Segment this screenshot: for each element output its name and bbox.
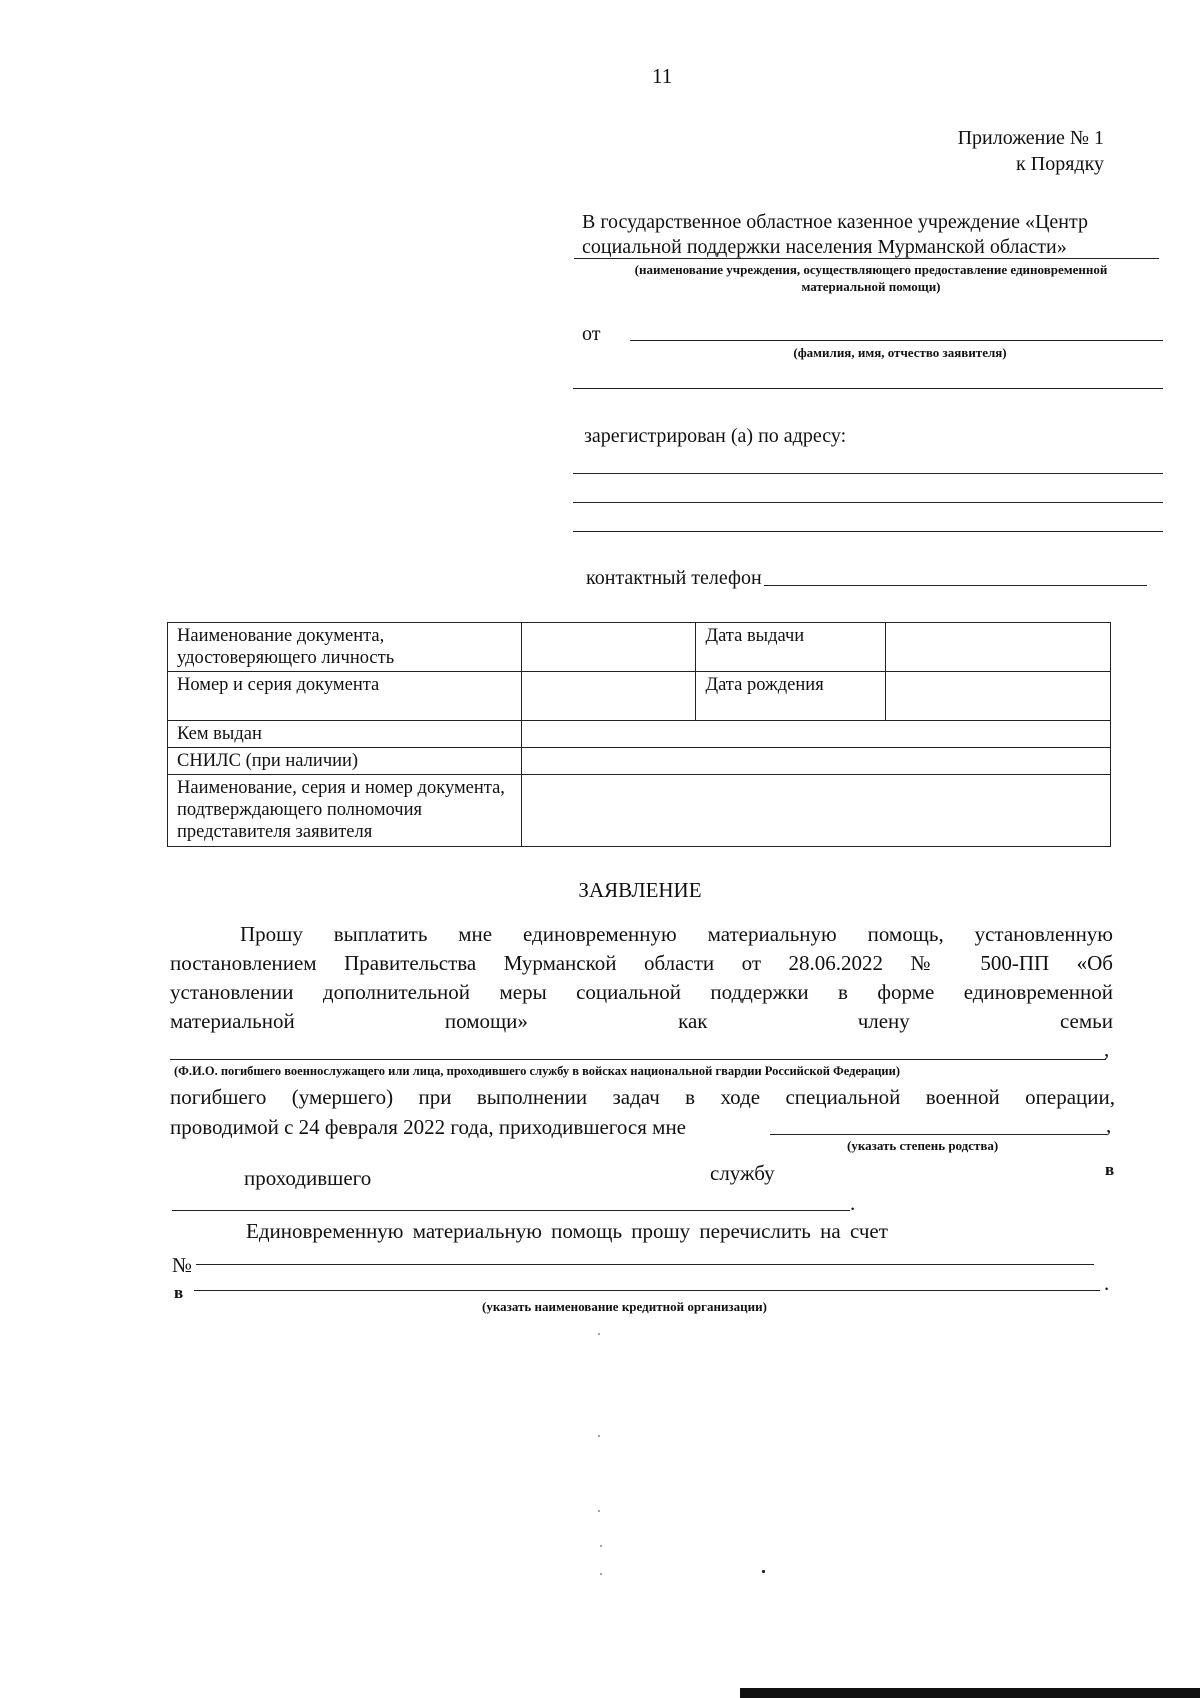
p1-word-family: семьи (1059, 1009, 1113, 1033)
birth-date-field[interactable] (886, 672, 1111, 721)
deceased-name-comma: , (1104, 1037, 1110, 1061)
snils-field[interactable] (521, 748, 1110, 775)
bank-field[interactable] (194, 1290, 1100, 1291)
rep-doc-label: Наименование, серия и номер документа, подтверждающего полномочия представителя заявителя (168, 775, 522, 847)
address-field-2[interactable] (573, 502, 1163, 503)
phone-field[interactable] (764, 585, 1147, 586)
p1-word-help: помощи» (444, 1009, 528, 1033)
relation-caption: (указать степень родства) (847, 1138, 999, 1153)
p3-word-service: службу (710, 1161, 775, 1185)
address-field-1[interactable] (573, 473, 1163, 474)
service-period: . (850, 1191, 856, 1215)
p1-word-material: материальной (170, 1009, 295, 1033)
from-label: от (582, 323, 601, 345)
phone-label: контактный телефон (586, 567, 762, 589)
recipient-line1: В государственное областное казенное учреждение «Центр (582, 211, 1088, 233)
birth-date-label: Дата рождения (696, 672, 886, 721)
p1-line4 (170, 1009, 1113, 1033)
doc-name-field[interactable] (521, 623, 696, 672)
snils-label: СНИЛС (при наличии) (168, 748, 522, 775)
deceased-name-field[interactable] (170, 1059, 1106, 1060)
page-number: 11 (652, 64, 673, 88)
rep-doc-field[interactable] (521, 775, 1110, 847)
p2-line2: проводимой с 24 февраля 2022 года, приходившегося мне (170, 1115, 686, 1139)
doc-number-label: Номер и серия документа (168, 672, 522, 721)
relation-field[interactable] (770, 1134, 1107, 1135)
p1-word-as: как (678, 1009, 708, 1033)
recipient-caption-2: материальной помощи) (801, 279, 941, 294)
scan-speck (598, 1510, 600, 1512)
address-label: зарегистрирован (а) по адресу: (584, 425, 847, 447)
doc-name-label: Наименование документа, удостоверяющего личность (168, 623, 522, 672)
service-field[interactable] (172, 1210, 850, 1211)
applicant-name-field[interactable] (630, 340, 1163, 341)
bank-period: . (1104, 1271, 1110, 1295)
scan-edge-shadow (740, 1688, 1200, 1698)
address-field-3[interactable] (573, 531, 1163, 532)
p1-line1: Прошу выплатить мне единовременную материальную помощь, установленную (240, 922, 1113, 946)
p1-line2: постановлением Правительства Мурманской области от 28.06.2022 № 500-ПП «Об (170, 951, 1113, 975)
p4-line: Единовременную материальную помощь прошу перечислить на счет (246, 1219, 888, 1243)
issue-date-field[interactable] (886, 623, 1111, 672)
scan-speck (600, 1573, 602, 1575)
recipient-underline (574, 258, 1159, 259)
p2-line1: погибшего (умершего) при выполнении задач в ходе специальной военной операции, (170, 1085, 1115, 1109)
relation-comma: , (1106, 1113, 1112, 1137)
issue-date-label: Дата выдачи (696, 623, 886, 672)
recipient-caption-1: (наименование учреждения, осуществляющего предоставление единовременной (634, 262, 1108, 277)
doc-number-field[interactable] (521, 672, 696, 721)
statement-heading: ЗАЯВЛЕНИЕ (578, 878, 702, 902)
appendix-header (958, 126, 1104, 176)
appendix-line1: Приложение № 1 (957, 127, 1104, 149)
applicant-name-field-2[interactable] (573, 388, 1163, 389)
appendix-line2: к Порядку (1016, 153, 1104, 175)
issued-by-field[interactable] (521, 721, 1110, 748)
p3-word-passed: проходившего (244, 1166, 372, 1190)
identity-table (167, 622, 1111, 847)
issued-by-label: Кем выдан (168, 721, 522, 748)
p3-word-in: в (1105, 1160, 1115, 1179)
p1-line3: установлении дополнительной меры социальной поддержки в форме единовременной (170, 980, 1113, 1004)
bank-label: в (174, 1283, 184, 1302)
scan-speck (762, 1570, 765, 1573)
scan-speck (598, 1333, 600, 1335)
applicant-name-caption: (фамилия, имя, отчество заявителя) (793, 345, 1007, 360)
recipient-line2: социальной поддержки населения Мурманской области» (582, 236, 1067, 258)
scan-speck (598, 1435, 600, 1437)
deceased-name-caption: (Ф.И.О. погибшего военнослужащего или лица, проходившего службу в войсках национальной гвардии Российской Федерации) (174, 1064, 900, 1078)
p1-word-member: члену (857, 1009, 910, 1033)
bank-caption: (указать наименование кредитной организации) (482, 1299, 767, 1314)
scan-speck (600, 1545, 602, 1547)
account-label: № (172, 1253, 193, 1277)
account-field[interactable] (196, 1264, 1094, 1265)
